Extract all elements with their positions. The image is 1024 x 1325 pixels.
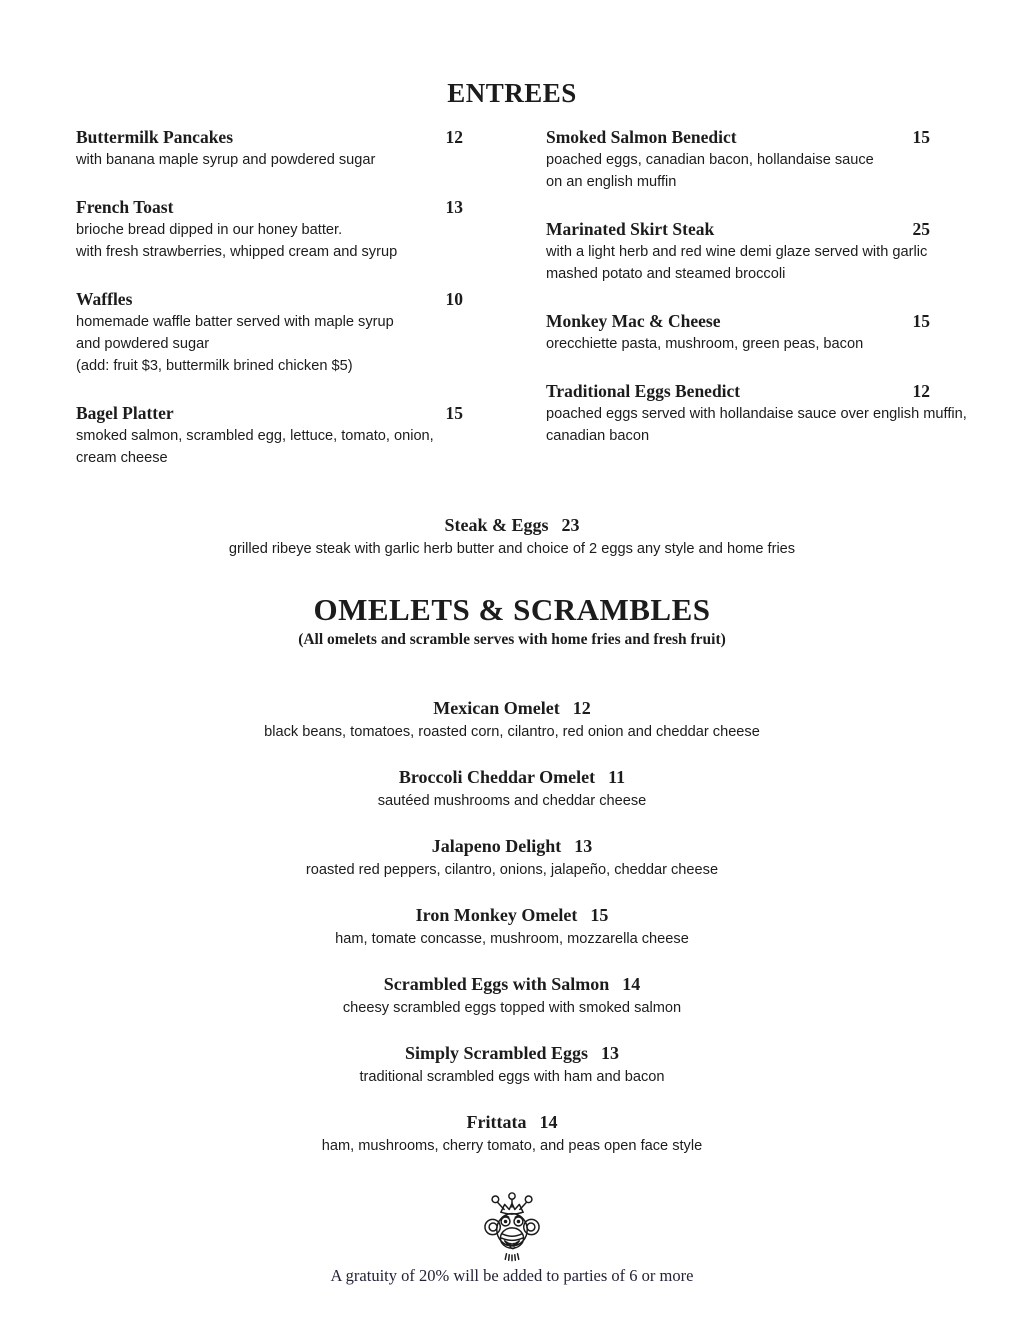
item-price: 10 xyxy=(445,289,463,309)
item-description-line: smoked salmon, scrambled egg, lettuce, tomato, onion, xyxy=(76,428,434,444)
item-name: Marinated Skirt Steak xyxy=(546,219,715,239)
monkey-crown-logo-icon xyxy=(0,1191,1024,1263)
menu-item-iron-monkey-omelet xyxy=(0,902,1024,950)
item-description-line: cream cheese xyxy=(76,450,168,466)
item-price: 15 xyxy=(590,905,609,925)
item-name: Steak & Eggs xyxy=(444,515,549,535)
item-name: Scrambled Eggs with Salmon xyxy=(383,974,610,994)
item-description: roasted red peppers, cilantro, onions, jalapeño, cheddar cheese xyxy=(305,862,719,878)
item-name: Waffles xyxy=(76,289,133,309)
omelets-section-subtitle: (All omelets and scramble serves with home fries and fresh fruit) xyxy=(298,631,726,648)
item-price: 12 xyxy=(912,381,930,401)
item-description-line: canadian bacon xyxy=(546,428,650,444)
item-name: Frittata xyxy=(466,1112,527,1132)
menu-item-mexican-omelet xyxy=(0,695,1024,743)
item-description-line: on an english muffin xyxy=(546,174,677,190)
menu-item-scrambled-eggs-with-salmon xyxy=(0,971,1024,1019)
item-description-line: homemade waffle batter served with maple syrup xyxy=(76,314,394,330)
item-description: black beans, tomatoes, roasted corn, cilantro, red onion and cheddar cheese xyxy=(264,724,760,740)
item-price: 15 xyxy=(912,311,930,331)
menu-item-marinated-skirt-steak xyxy=(546,217,930,285)
item-description: ham, tomate concasse, mushroom, mozzarella cheese xyxy=(335,931,689,947)
menu-item-simply-scrambled-eggs xyxy=(0,1040,1024,1088)
item-description-line: (add: fruit $3, buttermilk brined chicken $5) xyxy=(76,358,353,374)
item-price: 13 xyxy=(574,836,593,856)
item-price: 25 xyxy=(912,219,930,239)
item-description: ham, mushrooms, cherry tomato, and peas open face style xyxy=(321,1138,703,1154)
menu-item-jalapeno-delight xyxy=(0,833,1024,881)
item-name: Iron Monkey Omelet xyxy=(415,905,578,925)
item-name: Smoked Salmon Benedict xyxy=(546,127,737,147)
item-price: 15 xyxy=(445,403,463,423)
item-name: Mexican Omelet xyxy=(433,698,560,718)
item-price: 23 xyxy=(561,515,580,535)
menu-item-french-toast xyxy=(76,195,463,263)
entrees-columns xyxy=(76,125,1024,469)
entrees-left-column xyxy=(76,125,463,469)
menu-item-buttermilk-pancakes xyxy=(76,125,463,171)
omelets-section-title: OMELETS & SCRAMBLES xyxy=(313,592,711,627)
item-name: Buttermilk Pancakes xyxy=(76,127,234,147)
item-description-line: mashed potato and steamed broccoli xyxy=(546,266,786,282)
item-price: 12 xyxy=(445,127,463,147)
menu-item-traditional-eggs-benedict xyxy=(546,379,967,447)
item-description: cheesy scrambled eggs topped with smoked salmon xyxy=(342,1000,682,1016)
item-name: Bagel Platter xyxy=(76,403,174,423)
item-price: 12 xyxy=(572,698,591,718)
entrees-right-column xyxy=(546,125,967,469)
item-description-line: with a light herb and red wine demi glaze served with garlic xyxy=(546,244,928,260)
menu-item-broccoli-cheddar-omelet xyxy=(0,764,1024,812)
item-price: 14 xyxy=(539,1112,558,1132)
item-price: 11 xyxy=(608,767,626,787)
item-description: traditional scrambled eggs with ham and bacon xyxy=(359,1069,665,1085)
menu-item-steak-and-eggs xyxy=(0,512,1024,560)
item-name: Simply Scrambled Eggs xyxy=(404,1043,589,1063)
item-description-line: with fresh strawberries, whipped cream and syrup xyxy=(76,244,398,260)
item-description: sautéed mushrooms and cheddar cheese xyxy=(377,793,647,809)
gratuity-note: A gratuity of 20% will be added to parties of 6 or more xyxy=(330,1266,694,1285)
entrees-section-title: ENTREES xyxy=(447,78,577,108)
item-name: Broccoli Cheddar Omelet xyxy=(398,767,596,787)
item-name: Jalapeno Delight xyxy=(431,836,562,856)
item-description-line: and powdered sugar xyxy=(76,336,210,352)
item-price: 15 xyxy=(912,127,930,147)
item-price: 13 xyxy=(601,1043,620,1063)
item-name: Traditional Eggs Benedict xyxy=(546,381,741,401)
menu-item-smoked-salmon-benedict xyxy=(546,125,930,193)
menu-item-waffles xyxy=(76,287,463,377)
omelets-items xyxy=(0,695,1024,1157)
item-description-line: with banana maple syrup and powdered sugar xyxy=(76,152,376,168)
item-price: 14 xyxy=(622,974,641,994)
item-name: French Toast xyxy=(76,197,174,217)
item-price: 13 xyxy=(445,197,463,217)
item-description-line: poached eggs served with hollandaise sauce over english muffin, xyxy=(546,406,967,422)
item-description: grilled ribeye steak with garlic herb butter and choice of 2 eggs any style and home fries xyxy=(228,541,796,557)
item-description-line: orecchiette pasta, mushroom, green peas, bacon xyxy=(546,336,864,352)
item-description-line: poached eggs, canadian bacon, hollandaise sauce xyxy=(546,152,874,168)
menu-item-frittata xyxy=(0,1109,1024,1157)
menu-item-bagel-platter xyxy=(76,401,463,469)
item-description-line: brioche bread dipped in our honey batter. xyxy=(76,222,343,238)
menu-item-monkey-mac-and-cheese xyxy=(546,309,930,355)
item-name: Monkey Mac & Cheese xyxy=(546,311,721,331)
